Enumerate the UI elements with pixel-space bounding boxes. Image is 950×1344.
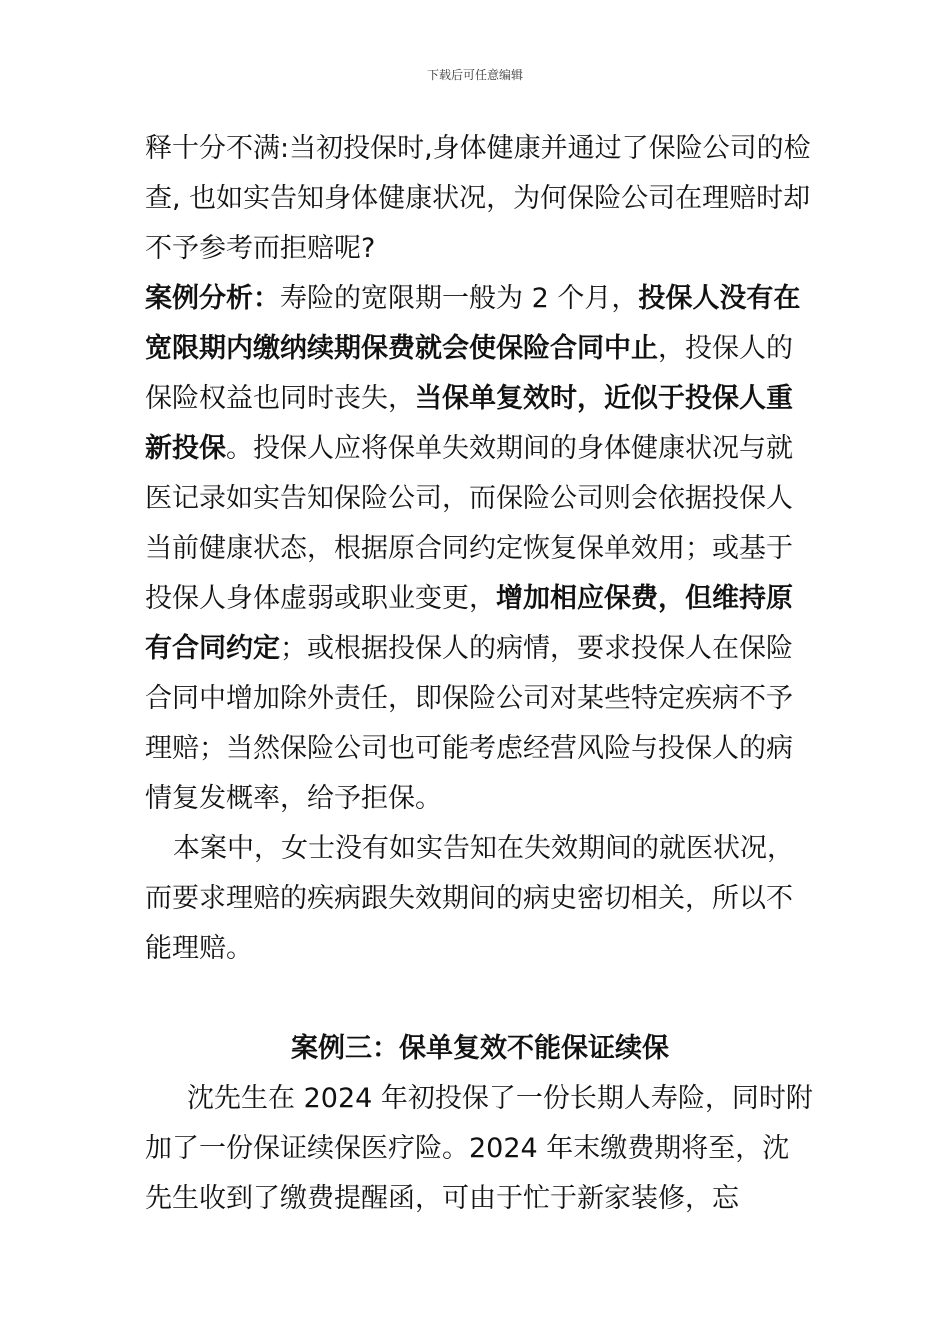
paragraph-conclusion: 本案中，女士没有如实告知在失效期间的就医状况，而要求理赔的疾病跟失效期间的病史密切相关，所以不能理赔。: [145, 833, 794, 964]
analysis-text-2: ，投保人的保险权益也同时丧失，: [145, 333, 793, 414]
paragraph-case-three: 沈先生在 2024 年初投保了一份长期人寿险，同时附加了一份保证续保医疗险。2024 年末缴费期将至，沈先生收到了缴费提醒函，可由于忙于新家装修，忘: [145, 1083, 813, 1214]
analysis-bold-3: 增加相应保费，但维持原有合同约定: [145, 583, 793, 664]
document-body: [145, 124, 815, 1224]
analysis-text-4: ；或根据投保人的病情，要求投保人在保险合同中增加除外责任，即保险公司对某些特定疾病不予理赔；当然保险公司也可能考虑经营风险与投保人的病情复发概率，给予拒保。: [145, 633, 793, 814]
analysis-text-3: 。投保人应将保单失效期间的身体健康状况与就医记录如实告知保险公司，而保险公司则会依据投保人当前健康状态，根据原合同约定恢复保单效用；或基于投保人身体虚弱或职业变更，: [145, 433, 793, 614]
case-analysis-label: 案例分析：: [145, 283, 280, 314]
section-title: 案例三：保单复效不能保证续保: [291, 1033, 669, 1064]
page-header: 下载后可任意编辑: [426, 68, 523, 82]
analysis-bold-1: 投保人没有在宽限期内缴纳续期保费就会使保险合同中止: [145, 283, 801, 364]
analysis-text-1: 寿险的宽限期一般为 2 个月，: [280, 283, 639, 314]
paragraph-complaint: 释十分不满:当初投保时,身体健康并通过了保险公司的检查, 也如实告知身体健康状况，为何保险公司在理赔时却不予参考而拒赔呢?: [145, 133, 811, 264]
analysis-bold-2: 当保单复效时，近似于投保人重新投保: [145, 383, 793, 464]
paragraph-case-analysis: [145, 274, 815, 824]
blank-line: [145, 974, 815, 1024]
